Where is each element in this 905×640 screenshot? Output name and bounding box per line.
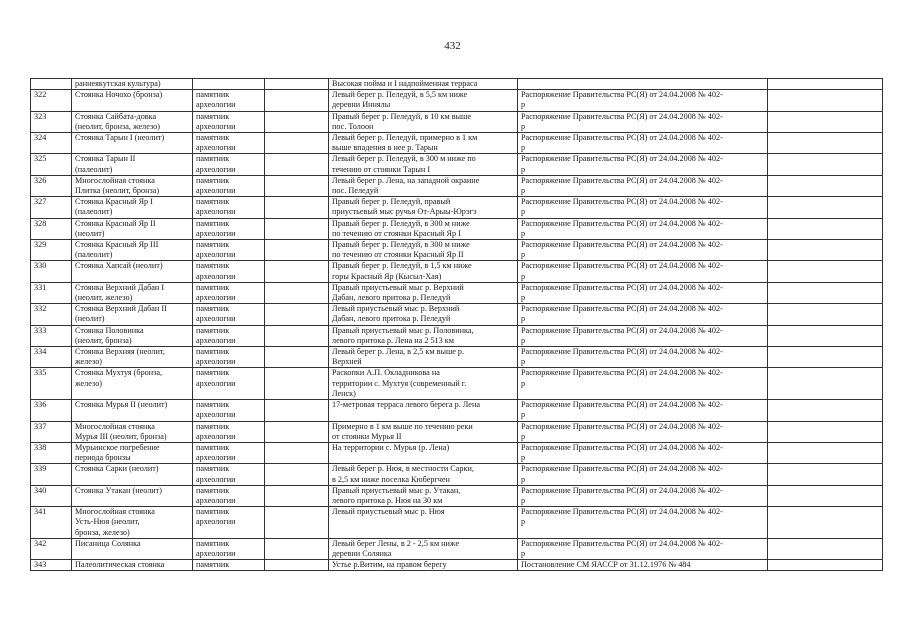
cell-empty: [768, 485, 883, 506]
cell-empty: [768, 368, 883, 400]
cell-category: памятник археологии: [193, 485, 265, 506]
cell-number: 338: [31, 442, 72, 463]
cell-empty: [768, 79, 883, 90]
cell-empty: [265, 325, 329, 346]
cell-category: памятник археологии: [193, 111, 265, 132]
cell-location: Правый берег р. Пеледуй, в 300 м ниже по течению от стоянки Красный Яр II: [329, 240, 518, 261]
cell-document: Распоряжение Правительства РС(Я) от 24.04.2008 № 402- р: [518, 421, 768, 442]
cell-empty: [768, 154, 883, 175]
cell-category: памятник археологии: [193, 538, 265, 559]
cell-location: Правый берег р. Пеледуй, в 10 км выше пос. Толоон: [329, 111, 518, 132]
cell-number: 342: [31, 538, 72, 559]
cell-number: 325: [31, 154, 72, 175]
cell-name: Стоянка Сайбата-довка (неолит, бронза, железо): [72, 111, 193, 132]
cell-name: Мурьинское погребение периода бронзы: [72, 442, 193, 463]
cell-empty: [768, 218, 883, 239]
monuments-registry-table: [30, 78, 883, 571]
cell-category: памятник археологии: [193, 175, 265, 196]
cell-location: Левый берег р. Лена, на западной окраине пос. Пеледуй: [329, 175, 518, 196]
registry-table-body: [31, 79, 883, 571]
cell-category: памятник археологии: [193, 347, 265, 368]
cell-category: памятник археологии: [193, 218, 265, 239]
cell-name: Стоянка Половинка (неолит, бронза): [72, 325, 193, 346]
cell-category: памятник археологии: [193, 368, 265, 400]
cell-document: Распоряжение Правительства РС(Я) от 24.04.2008 № 402- р: [518, 240, 768, 261]
cell-empty: [265, 154, 329, 175]
cell-number: 322: [31, 90, 72, 111]
cell-empty: [265, 421, 329, 442]
cell-name: Стоянка Красный Яр II (неолит): [72, 218, 193, 239]
cell-empty: [265, 304, 329, 325]
cell-category: памятник археологии: [193, 133, 265, 154]
cell-empty: [768, 111, 883, 132]
cell-number: 343: [31, 560, 72, 571]
cell-empty: [265, 442, 329, 463]
cell-name: Многослойная стоянка Усть-Нюя (неолит, бронза, железо): [72, 507, 193, 539]
cell-empty: [768, 261, 883, 282]
cell-document: Распоряжение Правительства РС(Я) от 24.04.2008 № 402- р: [518, 464, 768, 485]
cell-location: Правый приустьевый мыс р. Верхний Дабан, левого притока р. Пеледуй: [329, 282, 518, 303]
cell-document: Распоряжение Правительства РС(Я) от 24.04.2008 № 402- р: [518, 175, 768, 196]
table-row: [31, 538, 883, 559]
table-row: [31, 485, 883, 506]
cell-name: Стоянка Тарын II (палеолит): [72, 154, 193, 175]
cell-number: 327: [31, 197, 72, 218]
cell-empty: [768, 464, 883, 485]
cell-name: Стоянка Верхний Дабан II (неолит): [72, 304, 193, 325]
cell-empty: [265, 368, 329, 400]
cell-number: 340: [31, 485, 72, 506]
cell-empty: [265, 133, 329, 154]
cell-empty: [768, 325, 883, 346]
table-row: [31, 90, 883, 111]
cell-empty: [265, 111, 329, 132]
cell-location: Правый берег р. Пеледуй, в 1,5 км ниже горы Красный Яр (Кысыл-Хая): [329, 261, 518, 282]
cell-number: 324: [31, 133, 72, 154]
cell-document: Распоряжение Правительства РС(Я) от 24.04.2008 № 402- р: [518, 154, 768, 175]
cell-number: 339: [31, 464, 72, 485]
cell-empty: [768, 347, 883, 368]
cell-name: Многослойная стоянка Мурья III (неолит, бронза): [72, 421, 193, 442]
cell-category: памятник археологии: [193, 507, 265, 539]
cell-name: Многослойная стоянка Плитка (неолит, бронза): [72, 175, 193, 196]
cell-category: памятник археологии: [193, 90, 265, 111]
cell-location: Примерно в 1 км выше по течению реки от стоянки Мурья II: [329, 421, 518, 442]
cell-document: Распоряжение Правительства РС(Я) от 24.04.2008 № 402- р: [518, 197, 768, 218]
cell-document: Распоряжение Правительства РС(Я) от 24.04.2008 № 402- р: [518, 538, 768, 559]
cell-empty: [265, 347, 329, 368]
cell-category: памятник: [193, 560, 265, 571]
cell-category: памятник археологии: [193, 400, 265, 421]
cell-name: Стоянка Сарки (неолит): [72, 464, 193, 485]
cell-name: Стоянка Верхний Дабан I (неолит, железо): [72, 282, 193, 303]
cell-empty: [265, 197, 329, 218]
cell-empty: [768, 304, 883, 325]
cell-number: 329: [31, 240, 72, 261]
cell-location: Левый берег р. Лена, в 2,5 км выше р. Верхней: [329, 347, 518, 368]
cell-location: Левый приустьевый мыс р. Нюя: [329, 507, 518, 539]
cell-empty: [768, 282, 883, 303]
cell-location: Высокая пойма и I надпойменная терраса: [329, 79, 518, 90]
table-row: [31, 79, 883, 90]
cell-empty: [265, 218, 329, 239]
table-row: [31, 560, 883, 571]
cell-category: памятник археологии: [193, 240, 265, 261]
cell-document: Распоряжение Правительства РС(Я) от 24.04.2008 № 402- р: [518, 261, 768, 282]
cell-document: Распоряжение Правительства РС(Я) от 24.04.2008 № 402- р: [518, 218, 768, 239]
cell-name: Стоянка Ночохо (бронза): [72, 90, 193, 111]
cell-empty: [265, 400, 329, 421]
cell-category: памятник археологии: [193, 325, 265, 346]
cell-empty: [265, 560, 329, 571]
table-row: [31, 442, 883, 463]
cell-empty: [768, 538, 883, 559]
cell-location: Левый берег р. Пеледуй, в 300 м ниже по течению от стоянки Тарын I: [329, 154, 518, 175]
cell-empty: [768, 133, 883, 154]
cell-empty: [265, 240, 329, 261]
cell-location: Правый берег р. Пеледуй, в 300 м ниже по течению от стоянки Красный Яр I: [329, 218, 518, 239]
cell-location: Левый берег р. Пеледуй, в 5,5 км ниже деревни Иннялы: [329, 90, 518, 111]
cell-number: 323: [31, 111, 72, 132]
table-row: [31, 464, 883, 485]
cell-location: Правый берег р. Пеледуй, правый приустьевый мыс ручья От-Арыы-Юрэгэ: [329, 197, 518, 218]
cell-document: Распоряжение Правительства РС(Я) от 24.04.2008 № 402- р: [518, 90, 768, 111]
cell-number: 328: [31, 218, 72, 239]
table-row: [31, 240, 883, 261]
cell-category: памятник археологии: [193, 304, 265, 325]
cell-empty: [265, 507, 329, 539]
cell-empty: [768, 197, 883, 218]
cell-document: Распоряжение Правительства РС(Я) от 24.04.2008 № 402- р: [518, 347, 768, 368]
cell-empty: [768, 90, 883, 111]
cell-category: памятник археологии: [193, 421, 265, 442]
cell-empty: [768, 421, 883, 442]
cell-name: Стоянка Мухтуя (бронза, железо): [72, 368, 193, 400]
cell-document: Распоряжение Правительства РС(Я) от 24.04.2008 № 402- р: [518, 400, 768, 421]
cell-empty: [768, 400, 883, 421]
cell-document: Распоряжение Правительства РС(Я) от 24.04.2008 № 402- р: [518, 304, 768, 325]
cell-empty: [265, 282, 329, 303]
cell-empty: [768, 240, 883, 261]
cell-category: памятник археологии: [193, 442, 265, 463]
table-row: [31, 304, 883, 325]
cell-empty: [265, 464, 329, 485]
cell-location: Устье р.Витим, на правом берегу: [329, 560, 518, 571]
cell-document: Распоряжение Правительства РС(Я) от 24.04.2008 № 402- р: [518, 368, 768, 400]
cell-location: На территории с. Мурья (р. Лена): [329, 442, 518, 463]
cell-document: Распоряжение Правительства РС(Я) от 24.04.2008 № 402- р: [518, 325, 768, 346]
table-row: [31, 282, 883, 303]
cell-number: 326: [31, 175, 72, 196]
cell-category: памятник археологии: [193, 154, 265, 175]
cell-name: Стоянка Красный Яр I (палеолит): [72, 197, 193, 218]
cell-empty: [768, 442, 883, 463]
cell-empty: [768, 507, 883, 539]
table-row: [31, 507, 883, 539]
cell-document: Постановление СМ ЯАССР от 31.12.1976 № 484: [518, 560, 768, 571]
cell-number: 336: [31, 400, 72, 421]
cell-number: 330: [31, 261, 72, 282]
table-row: [31, 347, 883, 368]
cell-empty: [265, 538, 329, 559]
cell-name: Стоянка Мурья II (неолит): [72, 400, 193, 421]
cell-location: Правый приустьевый мыс р. Утакан, левого притока р. Нюя на 30 км: [329, 485, 518, 506]
cell-name: Стоянка Верхняя (неолит, железо): [72, 347, 193, 368]
cell-location: Левый берег Лены, в 2 - 2,5 км ниже деревни Солянка: [329, 538, 518, 559]
cell-number: 331: [31, 282, 72, 303]
cell-location: 17-метровая терраса левого берега р. Лена: [329, 400, 518, 421]
cell-category: [193, 79, 265, 90]
cell-document: Распоряжение Правительства РС(Я) от 24.04.2008 № 402- р: [518, 111, 768, 132]
cell-number: 341: [31, 507, 72, 539]
cell-number: [31, 79, 72, 90]
cell-empty: [265, 175, 329, 196]
cell-empty: [265, 261, 329, 282]
cell-name: раннеякутская культура): [72, 79, 193, 90]
cell-number: 335: [31, 368, 72, 400]
cell-number: 337: [31, 421, 72, 442]
cell-empty: [265, 79, 329, 90]
cell-name: Стоянка Утакан (неолит): [72, 485, 193, 506]
cell-category: памятник археологии: [193, 197, 265, 218]
cell-number: 333: [31, 325, 72, 346]
table-row: [31, 218, 883, 239]
cell-document: Распоряжение Правительства РС(Я) от 24.04.2008 № 402- р: [518, 282, 768, 303]
table-row: [31, 421, 883, 442]
table-row: [31, 400, 883, 421]
cell-empty: [768, 560, 883, 571]
cell-location: Правый приустьевый мыс р. Половинка, левого притока р. Лена на 2 513 км: [329, 325, 518, 346]
table-row: [31, 197, 883, 218]
cell-empty: [768, 175, 883, 196]
cell-location: Левый берег р. Нюя, в местности Сарки, в 2,5 км ниже поселка Кюбергчен: [329, 464, 518, 485]
table-row: [31, 154, 883, 175]
cell-category: памятник археологии: [193, 282, 265, 303]
cell-document: Распоряжение Правительства РС(Я) от 24.04.2008 № 402- р: [518, 507, 768, 539]
cell-empty: [265, 485, 329, 506]
table-row: [31, 175, 883, 196]
cell-location: Раскопки А.П. Окладникова на территории с. Мухтуя (современный г. Ленск): [329, 368, 518, 400]
page-number: 432: [444, 40, 461, 52]
cell-name: Стоянка Красный Яр III (палеолит): [72, 240, 193, 261]
cell-name: Писаница Солянка: [72, 538, 193, 559]
cell-category: памятник археологии: [193, 464, 265, 485]
cell-document: [518, 79, 768, 90]
cell-name: Стоянка Хапсай (неолит): [72, 261, 193, 282]
table-row: [31, 368, 883, 400]
cell-location: Левый приустьевый мыс р. Верхний Дабан, левого притока р. Пеледуй: [329, 304, 518, 325]
table-row: [31, 111, 883, 132]
cell-document: Распоряжение Правительства РС(Я) от 24.04.2008 № 402- р: [518, 133, 768, 154]
cell-number: 332: [31, 304, 72, 325]
cell-empty: [265, 90, 329, 111]
cell-number: 334: [31, 347, 72, 368]
cell-location: Левый берег р. Пеледуй, примерно в 1 км выше впадения в нее р. Тарын: [329, 133, 518, 154]
cell-document: Распоряжение Правительства РС(Я) от 24.04.2008 № 402- р: [518, 442, 768, 463]
table-row: [31, 261, 883, 282]
cell-name: Стоянка Тарын I (неолит): [72, 133, 193, 154]
table-row: [31, 325, 883, 346]
cell-category: памятник археологии: [193, 261, 265, 282]
table-row: [31, 133, 883, 154]
cell-document: Распоряжение Правительства РС(Я) от 24.04.2008 № 402- р: [518, 485, 768, 506]
cell-name: Палеолитическая стоянка: [72, 560, 193, 571]
